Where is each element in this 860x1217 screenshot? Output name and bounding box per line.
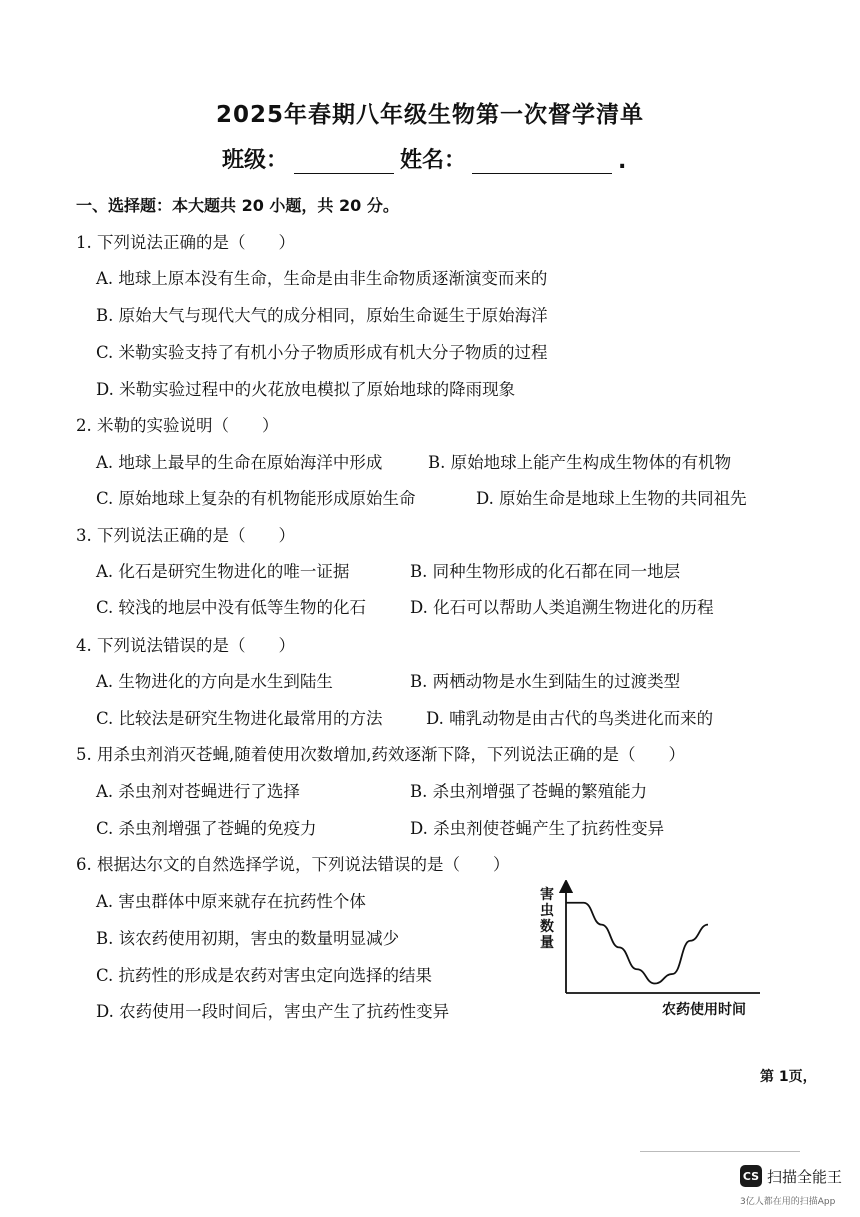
name-row — [222, 143, 626, 174]
class-blank — [294, 147, 394, 174]
name-label: 姓名： — [400, 148, 467, 173]
scanner-slogan: 3亿人都在用的扫描App — [740, 1197, 836, 1207]
q1-option-d: D. 米勒实验过程中的火花放电模拟了原始地球的降雨现象 — [96, 380, 516, 399]
question-2: 2. 米勒的实验说明（ ） — [76, 416, 279, 435]
question-6: 6. 根据达尔文的自然选择学说，下列说法错误的是（ ） — [76, 855, 510, 874]
q3-option-b: B. 同种生物形成的化石都在同一地层 — [410, 562, 681, 581]
class-label: 班级： — [222, 148, 289, 173]
q5-option-d: D. 杀虫剂使苍蝇产生了抗药性变异 — [410, 819, 665, 838]
q1-option-b: B. 原始大气与现代大气的成分相同，原始生命诞生于原始海洋 — [96, 306, 548, 325]
q6-option-d: D. 农药使用一段时间后，害虫产生了抗药性变异 — [96, 1002, 450, 1021]
section-heading: 一、选择题：本大题共 20 小题，共 20 分。 — [76, 196, 399, 215]
question-4: 4. 下列说法错误的是（ ） — [76, 636, 295, 655]
x-axis-label: 农药使用时间 — [662, 1002, 746, 1018]
q6-option-c: C. 抗药性的形成是农药对害虫定向选择的结果 — [96, 966, 433, 985]
q5-option-b: B. 杀虫剂增强了苍蝇的繁殖能力 — [410, 782, 648, 801]
q3-option-d: D. 化石可以帮助人类追溯生物进化的历程 — [410, 598, 714, 617]
q4-option-c: C. 比较法是研究生物进化最常用的方法 — [96, 709, 383, 728]
end-mark: . — [618, 149, 627, 174]
q2-option-b: B. 原始地球上能产生构成生物体的有机物 — [428, 453, 732, 472]
q4-option-b: B. 两栖动物是水生到陆生的过渡类型 — [410, 672, 681, 691]
scanner-logo-icon: CS — [740, 1165, 762, 1187]
q1-option-a: A. 地球上原本没有生命，生命是由非生命物质逐渐演变而来的 — [96, 269, 548, 288]
q1-option-c: C. 米勒实验支持了有机小分子物质形成有机大分子物质的过程 — [96, 343, 548, 362]
scanner-watermark — [740, 1165, 842, 1187]
scanner-name: 扫描全能王 — [767, 1167, 843, 1186]
question-1: 1. 下列说法正确的是（ ） — [76, 233, 295, 252]
question-5: 5. 用杀虫剂消灭苍蝇,随着使用次数增加,药效逐渐下降，下列说法正确的是（ ） — [76, 745, 685, 764]
q2-option-a: A. 地球上最早的生命在原始海洋中形成 — [96, 453, 383, 472]
q5-option-a: A. 杀虫剂对苍蝇进行了选择 — [96, 782, 300, 801]
page-title: 2025年春期八年级生物第一次督学清单 — [215, 102, 644, 128]
q4-option-a: A. 生物进化的方向是水生到陆生 — [96, 672, 333, 691]
y-axis-label: 害虫数量 — [540, 887, 554, 951]
q5-option-c: C. 杀虫剂增强了苍蝇的免疫力 — [96, 819, 317, 838]
q6-option-a: A. 害虫群体中原来就存在抗药性个体 — [96, 892, 366, 911]
name-blank — [472, 147, 612, 174]
q6-option-b: B. 该农药使用初期，害虫的数量明显减少 — [96, 929, 400, 948]
question-3: 3. 下列说法正确的是（ ） — [76, 526, 295, 545]
q3-option-c: C. 较浅的地层中没有低等生物的化石 — [96, 598, 367, 617]
divider — [640, 1151, 800, 1152]
q2-option-d: D. 原始生命是地球上生物的共同祖先 — [476, 489, 747, 508]
q2-option-c: C. 原始地球上复杂的有机物能形成原始生命 — [96, 489, 416, 508]
q3-option-a: A. 化石是研究生物进化的唯一证据 — [96, 562, 350, 581]
pest-count-line — [566, 903, 708, 984]
q4-option-d: D. 哺乳动物是由古代的鸟类进化而来的 — [426, 709, 714, 728]
page-number: 第 1页， — [760, 1069, 817, 1085]
